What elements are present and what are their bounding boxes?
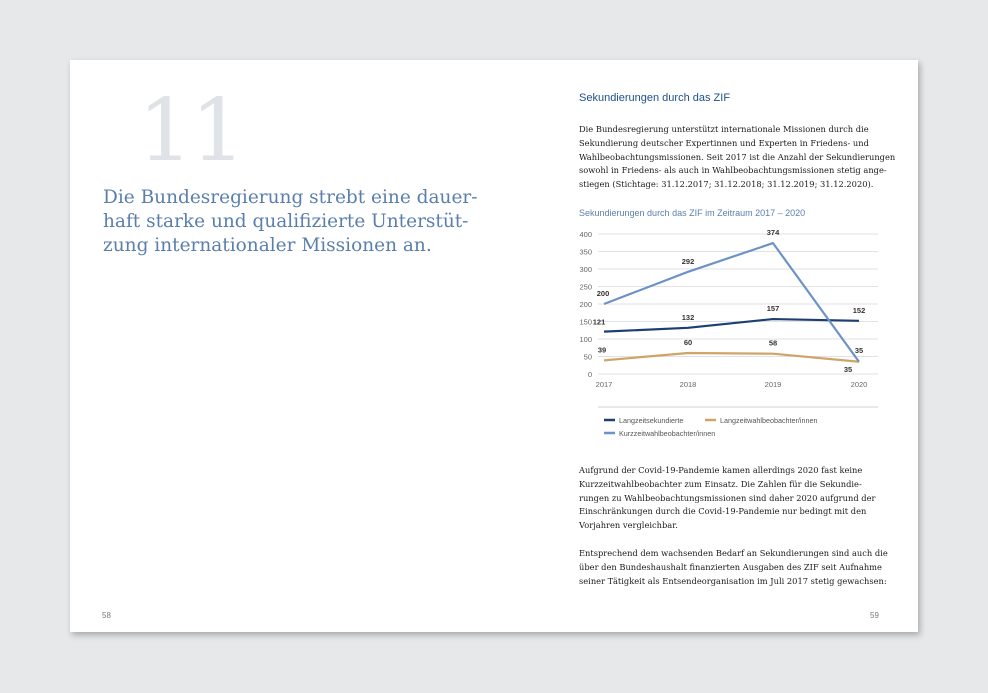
legend-label: Langzeitwahlbeobachter/innen	[720, 416, 818, 425]
data-label: 152	[852, 305, 866, 315]
x-tick-label: 2019	[764, 380, 782, 389]
chapter-number: 11	[138, 81, 244, 181]
y-tick-label: 300	[579, 265, 592, 274]
y-tick-label: 350	[579, 247, 592, 257]
y-tick-label: 0	[587, 370, 592, 379]
x-tick-label: 2020	[850, 380, 868, 389]
legend-label: Langzeitsekundierte	[619, 416, 684, 425]
headline-line: haft starke und qualifizierte Unterstüt-	[103, 211, 469, 232]
x-tick-label: 2017	[595, 380, 613, 389]
data-label: 157	[766, 304, 780, 314]
data-label: 374	[766, 228, 780, 238]
headline-line: zung internationaler Missionen an.	[103, 235, 432, 256]
section-title: Sekundierungen durch das ZIF	[579, 92, 731, 104]
text-line: Vorjahren vergleichbar.	[579, 520, 678, 531]
budget-paragraph	[579, 547, 888, 588]
y-tick-label: 400	[579, 230, 592, 239]
text-line: Kurzzeitwahlbeobachter zum Einsatz. Die Zahlen für die Sekundie-	[579, 478, 862, 489]
text-line: seiner Tätigkeit als Entsendeorganisation im Juli 2017 stetig gewachsen:	[579, 575, 887, 586]
intro-paragraph	[579, 123, 896, 192]
series-line	[604, 243, 859, 362]
data-label: 39	[597, 345, 607, 355]
text-line: Sekundierung deutscher Expertinnen und Experten in Friedens- und	[579, 137, 869, 148]
page-number-right: 59	[870, 611, 879, 620]
y-tick-label: 100	[579, 335, 592, 344]
data-label: 292	[681, 256, 695, 266]
data-label: 58	[768, 338, 778, 348]
y-tick-label: 50	[583, 352, 592, 362]
chapter-headline	[103, 186, 478, 258]
series-line	[604, 353, 859, 362]
data-label: 35	[843, 364, 853, 374]
y-tick-label: 150	[579, 317, 592, 327]
data-label: 121	[592, 317, 606, 327]
text-line: Die Bundesregierung unterstützt internationale Missionen durch die	[579, 124, 869, 134]
text-line: Aufgrund der Covid-19-Pandemie kamen allerdings 2020 fast keine	[579, 465, 863, 475]
document-spread	[70, 60, 918, 632]
covid-paragraph	[579, 464, 884, 533]
text-line: über den Bundeshaushalt finanzierten Ausgaben des ZIF seit Aufnahme	[579, 561, 882, 572]
series-line	[604, 319, 859, 332]
line-chart	[574, 224, 884, 444]
chart-title: Sekundierungen durch das ZIF im Zeitraum 2017 – 2020	[579, 208, 806, 218]
text-line: rungen zu Wahlbeobachtungsmissionen sind daher 2020 aufgrund der	[579, 492, 876, 503]
y-tick-label: 200	[579, 300, 592, 309]
data-label: 200	[596, 289, 610, 298]
text-line: Einschränkungen durch die Covid-19-Pandemie nur bedingt mit den	[579, 506, 867, 517]
data-label: 132	[681, 312, 695, 322]
data-label: 60	[683, 338, 693, 347]
y-tick-label: 250	[579, 282, 592, 292]
text-line: Wahlbeobachtungsmissionen. Seit 2017 ist die Anzahl der Sekundierungen	[579, 151, 896, 162]
data-label: 35	[854, 345, 864, 355]
text-line: stiegen (Stichtage: 31.12.2017; 31.12.2018; 31.12.2019; 31.12.2020).	[579, 179, 874, 190]
page-number-left: 58	[102, 611, 111, 620]
text-line: Entsprechend dem wachsenden Bedarf an Sekundierungen sind auch die	[579, 548, 888, 558]
legend-label: Kurzzeitwahlbeobachter/innen	[619, 429, 716, 438]
x-tick-label: 2018	[679, 380, 697, 389]
text-line: sowohl in Friedens- als auch in Wahlbeobachtungsmissionen stetig ange-	[579, 165, 887, 176]
headline-line: Die Bundesregierung strebt eine dauer-	[103, 187, 478, 208]
